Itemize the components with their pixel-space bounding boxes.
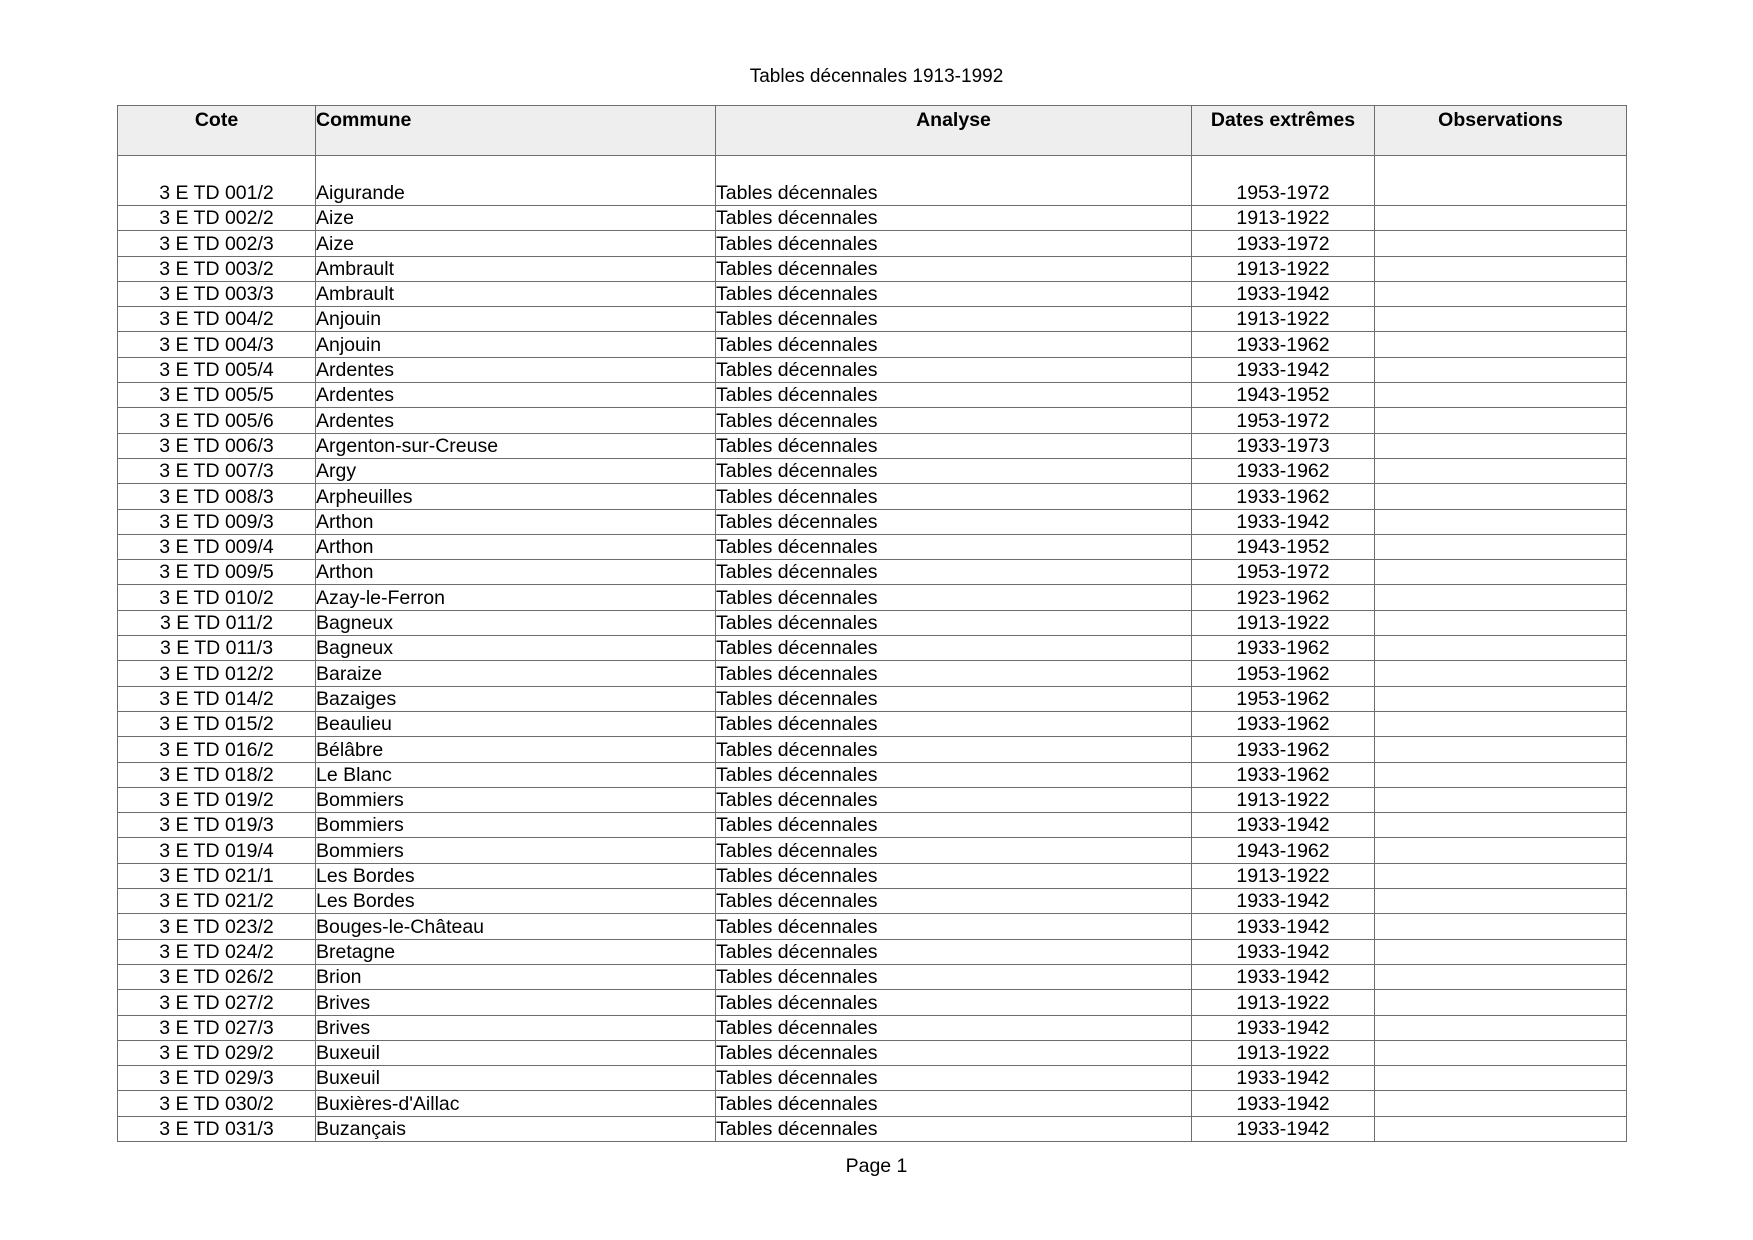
table-row xyxy=(118,914,1627,939)
cell-dates: 1933-1962 xyxy=(1192,636,1375,661)
cell-analyse: Tables décennales xyxy=(716,231,1192,256)
cell-analyse: Tables décennales xyxy=(716,509,1192,534)
cell-dates: 1933-1962 xyxy=(1192,711,1375,736)
cell-cote: 3 E TD 031/3 xyxy=(118,1116,316,1141)
cell-observations xyxy=(1375,1116,1627,1141)
cell-analyse: Tables décennales xyxy=(716,990,1192,1015)
cell-observations xyxy=(1375,990,1627,1015)
cell-dates: 1913-1922 xyxy=(1192,990,1375,1015)
cell-commune: Buxeuil xyxy=(316,1040,716,1065)
header-commune: Commune xyxy=(316,106,716,156)
cell-commune: Arpheuilles xyxy=(316,484,716,509)
cell-dates: 1943-1952 xyxy=(1192,534,1375,559)
table-row xyxy=(118,534,1627,559)
page-number: Page 1 xyxy=(845,1155,908,1177)
cell-observations xyxy=(1375,711,1627,736)
cell-commune: Argenton-sur-Creuse xyxy=(316,433,716,458)
cell-cote: 3 E TD 005/6 xyxy=(118,408,316,433)
cell-analyse: Tables décennales xyxy=(716,383,1192,408)
cell-observations xyxy=(1375,433,1627,458)
cell-dates: 1913-1922 xyxy=(1192,206,1375,231)
cell-analyse: Tables décennales xyxy=(716,433,1192,458)
cell-commune: Anjouin xyxy=(316,332,716,357)
table-row xyxy=(118,332,1627,357)
cell-observations xyxy=(1375,231,1627,256)
cell-commune: Buxières-d'Aillac xyxy=(316,1091,716,1116)
cell-cote: 3 E TD 004/3 xyxy=(118,332,316,357)
cell-analyse: Tables décennales xyxy=(716,686,1192,711)
cell-cote: 3 E TD 007/3 xyxy=(118,458,316,483)
cell-commune: Beaulieu xyxy=(316,711,716,736)
cell-analyse: Tables décennales xyxy=(716,889,1192,914)
cell-commune: Les Bordes xyxy=(316,889,716,914)
cell-cote: 3 E TD 021/1 xyxy=(118,863,316,888)
cell-dates: 1933-1942 xyxy=(1192,1116,1375,1141)
table-row xyxy=(118,458,1627,483)
cell-commune: Bazaiges xyxy=(316,686,716,711)
cell-dates: 1933-1942 xyxy=(1192,964,1375,989)
table-row xyxy=(118,636,1627,661)
cell-cote: 3 E TD 004/2 xyxy=(118,307,316,332)
cell-cote: 3 E TD 018/2 xyxy=(118,762,316,787)
cell-analyse: Tables décennales xyxy=(716,610,1192,635)
header-cote: Cote xyxy=(118,106,316,156)
table-row xyxy=(118,1091,1627,1116)
cell-commune: Bretagne xyxy=(316,939,716,964)
cell-observations xyxy=(1375,281,1627,306)
cell-analyse: Tables décennales xyxy=(716,863,1192,888)
cell-analyse: Tables décennales xyxy=(716,964,1192,989)
cell-commune: Bommiers xyxy=(316,787,716,812)
table-row xyxy=(118,156,1627,206)
cell-cote: 3 E TD 012/2 xyxy=(118,661,316,686)
cell-dates: 1913-1922 xyxy=(1192,787,1375,812)
cell-observations xyxy=(1375,787,1627,812)
cell-cote: 3 E TD 030/2 xyxy=(118,1091,316,1116)
cell-dates: 1933-1942 xyxy=(1192,813,1375,838)
cell-analyse: Tables décennales xyxy=(716,939,1192,964)
cell-analyse: Tables décennales xyxy=(716,156,1192,206)
cell-commune: Bélâbre xyxy=(316,737,716,762)
cell-dates: 1933-1962 xyxy=(1192,762,1375,787)
cell-analyse: Tables décennales xyxy=(716,206,1192,231)
table-row xyxy=(118,787,1627,812)
cell-analyse: Tables décennales xyxy=(716,408,1192,433)
cell-analyse: Tables décennales xyxy=(716,534,1192,559)
cell-dates: 1933-1962 xyxy=(1192,458,1375,483)
cell-observations xyxy=(1375,256,1627,281)
table-row xyxy=(118,686,1627,711)
header-observations: Observations xyxy=(1375,106,1627,156)
table-row xyxy=(118,206,1627,231)
table-row xyxy=(118,838,1627,863)
cell-dates: 1933-1942 xyxy=(1192,939,1375,964)
table-row xyxy=(118,762,1627,787)
table-row xyxy=(118,357,1627,382)
cell-commune: Buzançais xyxy=(316,1116,716,1141)
cell-analyse: Tables décennales xyxy=(716,560,1192,585)
header-row xyxy=(118,106,1627,156)
header-dates: Dates extrêmes xyxy=(1192,106,1375,156)
cell-analyse: Tables décennales xyxy=(716,281,1192,306)
table-body xyxy=(118,156,1627,1142)
cell-commune: Aigurande xyxy=(316,156,716,206)
cell-analyse: Tables décennales xyxy=(716,256,1192,281)
cell-observations xyxy=(1375,863,1627,888)
table-row xyxy=(118,1066,1627,1091)
cell-commune: Anjouin xyxy=(316,307,716,332)
cell-commune: Bommiers xyxy=(316,813,716,838)
cell-analyse: Tables décennales xyxy=(716,838,1192,863)
cell-cote: 3 E TD 014/2 xyxy=(118,686,316,711)
table-row xyxy=(118,1015,1627,1040)
cell-observations xyxy=(1375,408,1627,433)
cell-commune: Bagneux xyxy=(316,636,716,661)
cell-dates: 1953-1972 xyxy=(1192,156,1375,206)
cell-commune: Aize xyxy=(316,231,716,256)
cell-commune: Buxeuil xyxy=(316,1066,716,1091)
table-row xyxy=(118,231,1627,256)
cell-commune: Ardentes xyxy=(316,357,716,382)
cell-dates: 1933-1942 xyxy=(1192,889,1375,914)
cell-observations xyxy=(1375,661,1627,686)
cell-dates: 1943-1962 xyxy=(1192,838,1375,863)
table-row xyxy=(118,1116,1627,1141)
cell-commune: Bommiers xyxy=(316,838,716,863)
cell-cote: 3 E TD 027/3 xyxy=(118,1015,316,1040)
registry-table xyxy=(117,105,1627,1142)
cell-observations xyxy=(1375,383,1627,408)
table-row xyxy=(118,813,1627,838)
cell-analyse: Tables décennales xyxy=(716,813,1192,838)
cell-observations xyxy=(1375,458,1627,483)
cell-observations xyxy=(1375,610,1627,635)
cell-dates: 1913-1922 xyxy=(1192,307,1375,332)
cell-dates: 1933-1942 xyxy=(1192,509,1375,534)
cell-dates: 1933-1962 xyxy=(1192,332,1375,357)
cell-analyse: Tables décennales xyxy=(716,1116,1192,1141)
cell-cote: 3 E TD 026/2 xyxy=(118,964,316,989)
table-row xyxy=(118,307,1627,332)
cell-dates: 1933-1962 xyxy=(1192,484,1375,509)
cell-analyse: Tables décennales xyxy=(716,711,1192,736)
table-row xyxy=(118,964,1627,989)
cell-dates: 1913-1922 xyxy=(1192,256,1375,281)
cell-commune: Ardentes xyxy=(316,383,716,408)
cell-commune: Ardentes xyxy=(316,408,716,433)
cell-commune: Brives xyxy=(316,1015,716,1040)
cell-dates: 1953-1972 xyxy=(1192,560,1375,585)
cell-observations xyxy=(1375,206,1627,231)
cell-dates: 1913-1922 xyxy=(1192,610,1375,635)
cell-observations xyxy=(1375,509,1627,534)
cell-observations xyxy=(1375,914,1627,939)
cell-commune: Aize xyxy=(316,206,716,231)
cell-analyse: Tables décennales xyxy=(716,585,1192,610)
cell-commune: Bouges-le-Château xyxy=(316,914,716,939)
cell-observations xyxy=(1375,357,1627,382)
cell-observations xyxy=(1375,686,1627,711)
table-row xyxy=(118,281,1627,306)
cell-analyse: Tables décennales xyxy=(716,1015,1192,1040)
cell-observations xyxy=(1375,813,1627,838)
cell-commune: Brives xyxy=(316,990,716,1015)
cell-dates: 1953-1962 xyxy=(1192,661,1375,686)
table-row xyxy=(118,863,1627,888)
cell-dates: 1953-1972 xyxy=(1192,408,1375,433)
cell-dates: 1933-1942 xyxy=(1192,281,1375,306)
cell-cote: 3 E TD 024/2 xyxy=(118,939,316,964)
cell-dates: 1933-1962 xyxy=(1192,737,1375,762)
cell-commune: Ambrault xyxy=(316,281,716,306)
table-row xyxy=(118,661,1627,686)
cell-cote: 3 E TD 021/2 xyxy=(118,889,316,914)
cell-cote: 3 E TD 011/3 xyxy=(118,636,316,661)
cell-cote: 3 E TD 011/2 xyxy=(118,610,316,635)
cell-cote: 3 E TD 005/5 xyxy=(118,383,316,408)
table-row xyxy=(118,585,1627,610)
table-row xyxy=(118,433,1627,458)
cell-analyse: Tables décennales xyxy=(716,636,1192,661)
table-row xyxy=(118,889,1627,914)
cell-dates: 1913-1922 xyxy=(1192,863,1375,888)
cell-analyse: Tables décennales xyxy=(716,914,1192,939)
cell-commune: Les Bordes xyxy=(316,863,716,888)
table-row xyxy=(118,408,1627,433)
cell-observations xyxy=(1375,1091,1627,1116)
table-header xyxy=(118,106,1627,156)
cell-analyse: Tables décennales xyxy=(716,332,1192,357)
cell-dates: 1913-1922 xyxy=(1192,1040,1375,1065)
cell-dates: 1923-1962 xyxy=(1192,585,1375,610)
cell-cote: 3 E TD 019/4 xyxy=(118,838,316,863)
cell-cote: 3 E TD 008/3 xyxy=(118,484,316,509)
cell-analyse: Tables décennales xyxy=(716,661,1192,686)
cell-dates: 1933-1973 xyxy=(1192,433,1375,458)
cell-observations xyxy=(1375,636,1627,661)
cell-cote: 3 E TD 029/2 xyxy=(118,1040,316,1065)
table-row xyxy=(118,484,1627,509)
table-row xyxy=(118,256,1627,281)
cell-analyse: Tables décennales xyxy=(716,1066,1192,1091)
cell-analyse: Tables décennales xyxy=(716,762,1192,787)
cell-observations xyxy=(1375,737,1627,762)
cell-commune: Arthon xyxy=(316,560,716,585)
cell-observations xyxy=(1375,534,1627,559)
cell-observations xyxy=(1375,560,1627,585)
cell-analyse: Tables décennales xyxy=(716,787,1192,812)
cell-dates: 1943-1952 xyxy=(1192,383,1375,408)
cell-observations xyxy=(1375,332,1627,357)
cell-commune: Le Blanc xyxy=(316,762,716,787)
cell-commune: Baraize xyxy=(316,661,716,686)
cell-dates: 1933-1942 xyxy=(1192,1091,1375,1116)
header-analyse: Analyse xyxy=(716,106,1192,156)
cell-analyse: Tables décennales xyxy=(716,357,1192,382)
cell-cote: 3 E TD 027/2 xyxy=(118,990,316,1015)
cell-commune: Arthon xyxy=(316,534,716,559)
cell-analyse: Tables décennales xyxy=(716,1040,1192,1065)
cell-observations xyxy=(1375,1066,1627,1091)
cell-cote: 3 E TD 010/2 xyxy=(118,585,316,610)
table-row xyxy=(118,711,1627,736)
cell-dates: 1933-1942 xyxy=(1192,1066,1375,1091)
cell-analyse: Tables décennales xyxy=(716,458,1192,483)
cell-cote: 3 E TD 009/3 xyxy=(118,509,316,534)
cell-dates: 1933-1942 xyxy=(1192,357,1375,382)
cell-analyse: Tables décennales xyxy=(716,307,1192,332)
cell-analyse: Tables décennales xyxy=(716,737,1192,762)
cell-observations xyxy=(1375,762,1627,787)
cell-commune: Argy xyxy=(316,458,716,483)
cell-observations xyxy=(1375,889,1627,914)
table-row xyxy=(118,610,1627,635)
cell-cote: 3 E TD 016/2 xyxy=(118,737,316,762)
table-row xyxy=(118,737,1627,762)
cell-observations xyxy=(1375,484,1627,509)
table-row xyxy=(118,1040,1627,1065)
cell-analyse: Tables décennales xyxy=(716,1091,1192,1116)
cell-commune: Bagneux xyxy=(316,610,716,635)
table-row xyxy=(118,939,1627,964)
cell-cote: 3 E TD 003/3 xyxy=(118,281,316,306)
table-row xyxy=(118,383,1627,408)
cell-commune: Ambrault xyxy=(316,256,716,281)
cell-commune: Brion xyxy=(316,964,716,989)
cell-cote: 3 E TD 001/2 xyxy=(118,156,316,206)
cell-commune: Azay-le-Ferron xyxy=(316,585,716,610)
cell-observations xyxy=(1375,585,1627,610)
cell-dates: 1933-1942 xyxy=(1192,914,1375,939)
cell-observations xyxy=(1375,964,1627,989)
cell-observations xyxy=(1375,1040,1627,1065)
cell-cote: 3 E TD 019/2 xyxy=(118,787,316,812)
cell-commune: Arthon xyxy=(316,509,716,534)
cell-cote: 3 E TD 009/5 xyxy=(118,560,316,585)
document-title: Tables décennales 1913-1992 xyxy=(749,66,1004,87)
cell-observations xyxy=(1375,307,1627,332)
cell-cote: 3 E TD 015/2 xyxy=(118,711,316,736)
cell-cote: 3 E TD 029/3 xyxy=(118,1066,316,1091)
cell-cote: 3 E TD 003/2 xyxy=(118,256,316,281)
cell-cote: 3 E TD 023/2 xyxy=(118,914,316,939)
cell-cote: 3 E TD 005/4 xyxy=(118,357,316,382)
cell-dates: 1933-1942 xyxy=(1192,1015,1375,1040)
cell-dates: 1933-1972 xyxy=(1192,231,1375,256)
cell-observations xyxy=(1375,156,1627,206)
cell-observations xyxy=(1375,939,1627,964)
cell-analyse: Tables décennales xyxy=(716,484,1192,509)
cell-cote: 3 E TD 019/3 xyxy=(118,813,316,838)
table-row xyxy=(118,990,1627,1015)
cell-dates: 1953-1962 xyxy=(1192,686,1375,711)
table-row xyxy=(118,560,1627,585)
cell-cote: 3 E TD 002/3 xyxy=(118,231,316,256)
cell-observations xyxy=(1375,1015,1627,1040)
table-row xyxy=(118,509,1627,534)
cell-cote: 3 E TD 006/3 xyxy=(118,433,316,458)
cell-cote: 3 E TD 009/4 xyxy=(118,534,316,559)
cell-observations xyxy=(1375,838,1627,863)
cell-cote: 3 E TD 002/2 xyxy=(118,206,316,231)
